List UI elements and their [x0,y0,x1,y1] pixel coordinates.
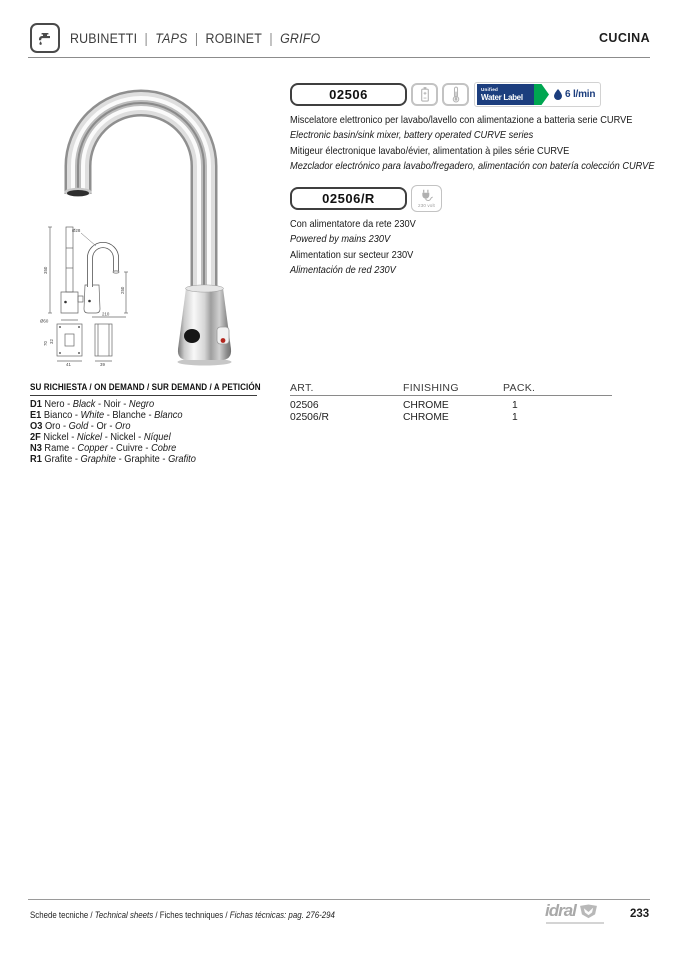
cell-pack: 1 [512,400,518,411]
separator: | [140,31,152,46]
svg-text:Ø28: Ø28 [72,228,81,233]
description-line: Mezclador electrónico para lavabo/fregadero, alimentación con batería colección CURVE [290,160,655,173]
svg-text:250: 250 [120,286,125,294]
svg-text:39: 39 [100,362,105,367]
column-header-art: ART. [290,382,314,394]
footer-note [30,909,335,920]
water-label-brand: Unified Water Label [477,84,534,105]
footer-note-part: Fichas técnicas: pag. 276-294 [229,909,335,920]
product-descriptions [290,113,654,175]
finish-name: Copper [77,442,108,454]
variant-code-box: 02506/R [290,187,407,210]
cell-art: 02506/R [290,411,329,423]
svg-text:350: 350 [43,266,48,274]
finish-name: Blanco [154,409,183,421]
header-categories [70,31,320,46]
finish-item: D1 Nero - Black - Noir - Negro [30,399,155,410]
finish-item: 2F Nickel - Nickel - Nickel - Níquel [30,431,171,443]
finish-name: Graphite [124,453,160,465]
faucet-icon [30,23,60,53]
finish-name: Noir [103,399,121,410]
finish-name: White [80,409,105,421]
technical-drawing [40,227,128,367]
finish-code: R1 [30,453,45,465]
finish-name: Rame [44,442,70,454]
finish-name: Or [96,420,107,432]
svg-text:41: 41 [66,362,71,367]
header-divider [28,57,650,58]
battery-icon [419,86,431,103]
svg-text:32: 32 [49,339,54,344]
finish-code: 2F [30,431,44,443]
order-rows [290,400,620,423]
thermometer-icon [451,86,461,103]
battery-badge [411,83,438,106]
finish-item: E1 Bianco - White - Blanche - Blanco [30,409,183,421]
water-label-arrow [534,84,549,105]
svg-text:Ø60: Ø60 [40,318,49,324]
description-line: Miscelatore elettronico per lavabo/lavello con alimentazione a batteria serie CURVE [290,114,633,126]
footer-divider [28,899,650,900]
finish-name: Cobre [151,442,177,454]
water-label-badge [474,82,601,107]
flow-rate: 6 l/min [565,89,596,100]
table-row [290,412,620,424]
description-line: Alimentación de red 230V [290,264,396,277]
variant-descriptions [290,217,416,279]
table-divider [290,395,612,396]
faucet-body [178,285,232,366]
finish-name: Oro [115,420,131,432]
shield-icon [579,904,598,919]
description-line: Electronic basin/sink mixer, battery operated CURVE series [290,129,534,142]
thermometer-badge [442,83,469,106]
cell-art: 02506 [290,400,319,411]
finish-name: Graphite [80,453,117,465]
finish-list [30,400,196,465]
finish-name: Blanche [112,409,146,421]
finish-item: O3 Oro - Gold - Or - Oro [30,420,131,432]
separator: | [191,31,202,46]
description-line: Con alimentatore da rete 230V [290,218,416,230]
svg-text:210: 210 [102,311,110,317]
finish-name: Gold [68,420,89,432]
cell-pack: 1 [512,411,518,423]
description-line: Alimentation sur secteur 230V [290,248,414,261]
category-label: GRIFO [280,31,321,46]
finish-name: Negro [128,399,155,410]
finish-code: O3 [30,420,45,432]
section-label: CUCINA [598,31,650,45]
column-header-pack: PACK. [503,382,536,394]
finish-code: D1 [30,399,45,410]
column-header-finishing: FINISHING [403,382,459,394]
finish-code: E1 [30,409,44,421]
product-code-box: 02506 [290,83,407,106]
finish-name: Níquel [143,431,171,443]
category-label: RUBINETTI [70,31,138,46]
finish-name: Nickel [76,431,103,443]
footer-note-part: / Fiches techniques / [153,909,230,920]
finish-name: Nickel [110,431,136,443]
footer-note-part: Technical sheets [94,909,154,920]
cell-finishing: CHROME [403,411,449,423]
finish-name: Oro [44,420,61,432]
footer-note-part: Schede tecniche / [30,909,95,920]
voltage-label: 230 volt [418,202,435,208]
water-drop-icon [554,89,562,100]
finish-name: Nero [44,399,65,410]
separator: | [265,31,277,46]
logo-tagline [546,922,604,924]
page-number: 233 [630,908,650,920]
sensor-window [184,329,200,343]
finish-name: Grafite [44,453,73,465]
category-label: TAPS [155,31,188,46]
description-line: Powered by mains 230V [290,233,391,246]
on-demand-divider [30,395,257,396]
category-label: ROBINET [205,31,263,46]
mixer-lever [217,327,229,344]
finish-item: N3 Rame - Copper - Cuivre - Cobre [30,442,177,454]
finish-name: Nickel [43,431,69,443]
finish-code: N3 [30,442,45,454]
table-row [290,400,620,412]
description-line: Mitigeur électronique lavabo/évier, alimentation à piles série CURVE [290,144,570,157]
faucet-spout [65,103,205,294]
logo-wordmark: idral [545,901,576,920]
mains-badge [411,185,442,212]
brand-logo [545,903,598,919]
svg-text:70: 70 [43,341,48,346]
finish-name: Grafito [168,453,196,465]
finish-name: Bianco [43,409,73,421]
finish-item: R1 Grafite - Graphite - Graphite - Grafito [30,453,196,465]
plug-icon [419,189,434,202]
on-demand-title: SU RICHIESTA / ON DEMAND / SUR DEMAND / A PETICIÓN [30,382,261,393]
cell-finishing: CHROME [403,400,449,411]
product-image [40,80,260,370]
finish-name: Black [72,399,96,410]
finish-name: Cuivre [116,442,143,454]
